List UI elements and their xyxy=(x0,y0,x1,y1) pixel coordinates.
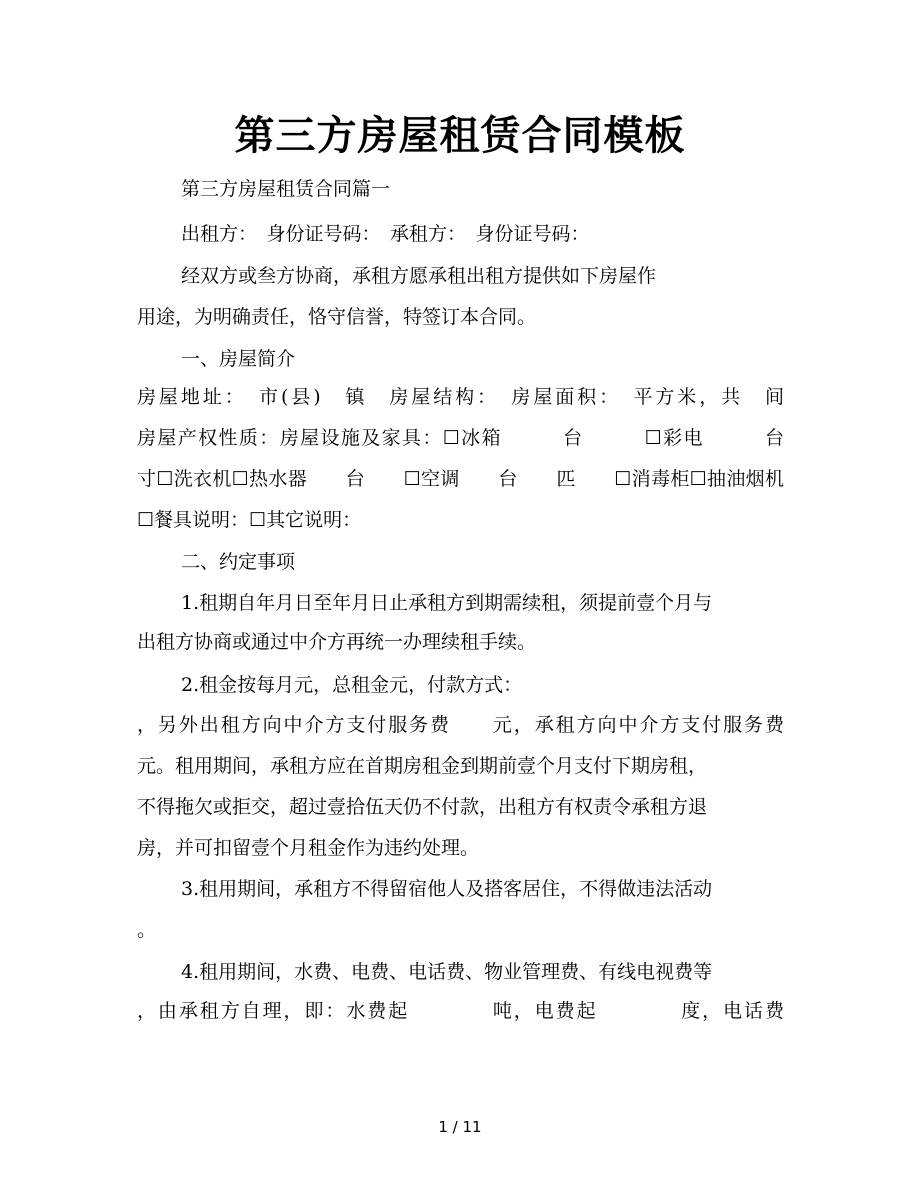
paragraph-line: 房屋地址： 市(县) 镇 房屋结构： 房屋面积： 平方米，共 间 xyxy=(137,386,784,408)
paragraph-line: 3.租用期间，承租方不得留宿他人及搭客居住，不得做违法活动 xyxy=(181,878,713,900)
parties-line: 出租方： 身份证号码： 承租方： 身份证号码： xyxy=(181,223,590,245)
document-title: 第三方房屋租赁合同模板 xyxy=(234,113,686,159)
paragraph-line: ，由承租方自理，即：水费起 吨，电费起 度，电话费 xyxy=(137,1000,784,1022)
section-heading: 二、约定事项 xyxy=(181,551,296,573)
paragraph-line: 元。租用期间，承租方应在首期房租金到期前壹个月支付下期房租， xyxy=(137,755,708,777)
paragraph-line: 。 xyxy=(137,919,157,941)
section-heading: 一、房屋简介 xyxy=(181,348,296,370)
paragraph-line: ，另外出租方向中介方支付服务费 元，承租方向中介方支付服务费 xyxy=(137,714,784,736)
page-number: 1 / 11 xyxy=(438,1118,482,1136)
paragraph-line: 经双方或叁方协商，承租方愿承租出租方提供如下房屋作 xyxy=(181,265,657,287)
paragraph-line: 出租方协商或通过中介方再统一办理续租手续。 xyxy=(137,631,537,653)
paragraph-line: 用途，为明确责任，恪守信誉，特签订本合同。 xyxy=(137,306,537,328)
paragraph-line: 1.租期自年月日至年月日止承租方到期需续租，须提前壹个月与 xyxy=(181,592,713,614)
section-heading: 第三方房屋租赁合同篇一 xyxy=(181,178,391,200)
paragraph-line: ☐餐具说明：☐其它说明： xyxy=(137,509,362,531)
paragraph-line: 寸☐洗衣机☐热水器 台 ☐空调 台 匹 ☐消毒柜☐抽油烟机 xyxy=(137,468,784,490)
paragraph-line: 房屋产权性质：房屋设施及家具：☐冰箱 台 ☐彩电 台 xyxy=(137,427,784,449)
paragraph-line: 房，并可扣留壹个月租金作为违约处理。 xyxy=(137,837,480,859)
paragraph-line: 4.租用期间，水费、电费、电话费、物业管理费、有线电视费等 xyxy=(181,961,713,983)
paragraph-line: 2.租金按每月元，总租金元，付款方式： xyxy=(181,674,523,696)
paragraph-line: 不得拖欠或拒交，超过壹拾伍天仍不付款，出租方有权责令承租方退 xyxy=(137,796,708,818)
